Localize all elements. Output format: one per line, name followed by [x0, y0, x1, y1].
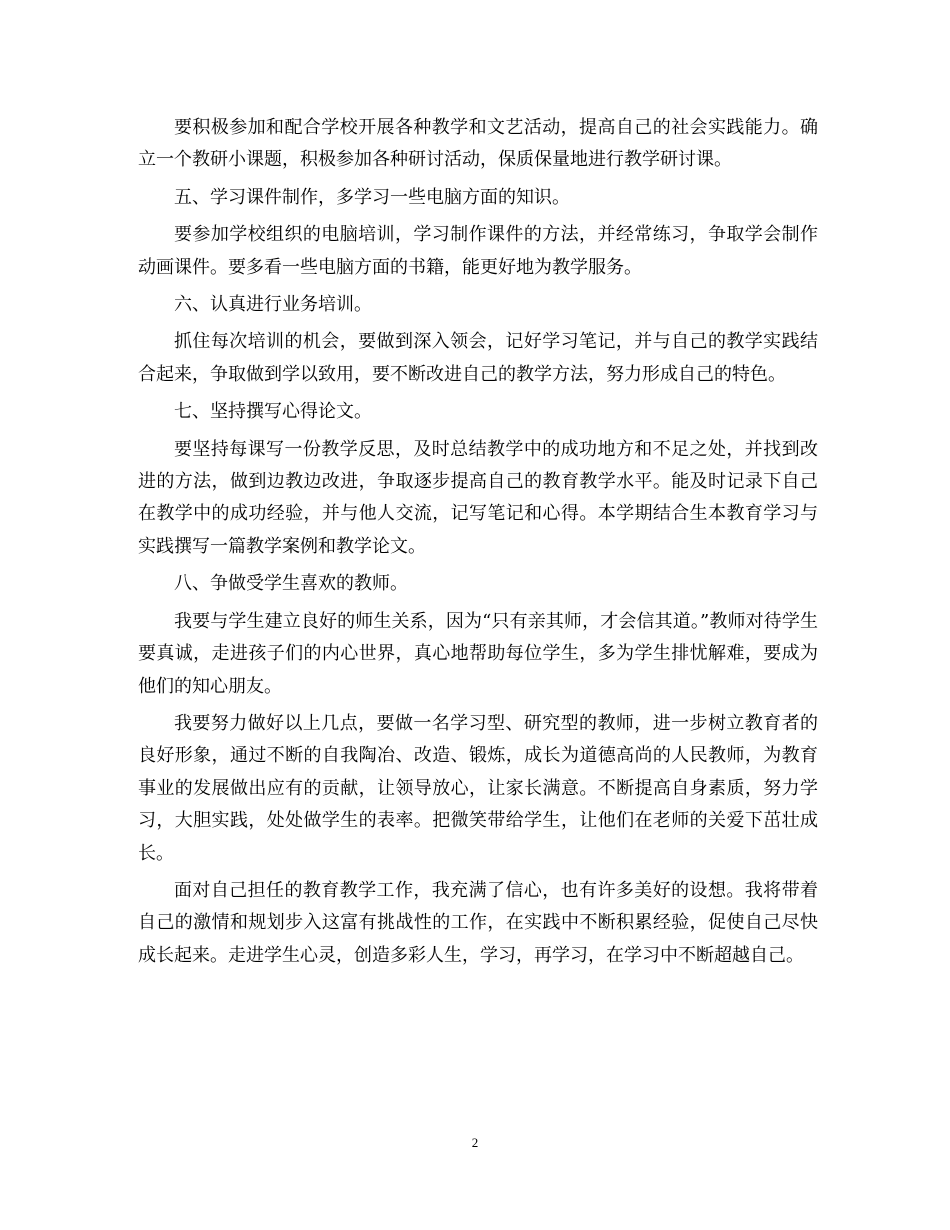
paragraph-summary: 我要努力做好以上几点，要做一名学习型、研究型的教师，进一步树立教育者的良好形象，通过不断的自我陶冶、改造、锻炼，成长为道德高尚的人民教师，为教育事业的发展做出应有的贡献，让领导放心，让家长满意。不断提高自身素质，努力学习，大胆实践，处处做学生的表率。把微笑带给学生，让他们在老师的关爱下茁壮成长。 [138, 712, 818, 864]
heading-favorite-teacher: 八、争做受学生喜欢的教师。 [174, 573, 408, 595]
heading-writing: 七、坚持撰写心得论文。 [174, 401, 372, 423]
paragraph-conclusion: 面对自己担任的教育教学工作，我充满了信心，也有许多美好的设想。我将带着自己的激情和规划步入这富有挑战性的工作，在实践中不断积累经验，促使自己尽快成长起来。走进学生心灵，创造多彩人生，学习，再学习，在学习中不断超越自己。 [138, 879, 818, 966]
page-number: 2 [471, 1135, 479, 1150]
paragraph-training: 抓住每次培训的机会，要做到深入领会，记好学习笔记，并与自己的教学实践结合起来，争取做到学以致用，要不断改进自己的教学方法，努力形成自己的特色。 [138, 331, 818, 385]
paragraph-reflection: 要坚持每课写一份教学反思，及时总结教学中的成功地方和不足之处，并找到改进的方法，做到边教边改进，争取逐步提高自己的教育教学水平。能及时记录下自己在教学中的成功经验，并与他人交流，记写笔记和心得。本学期结合生本教育学习与实践撰写一篇教学案例和教学论文。 [138, 438, 818, 557]
heading-training: 六、认真进行业务培训。 [174, 294, 372, 316]
heading-courseware: 五、学习课件制作，多学习一些电脑方面的知识。 [174, 186, 570, 208]
paragraph-computer-training: 要参加学校组织的电脑培训，学习制作课件的方法，并经常练习，争取学会制作动画课件。要多看一些电脑方面的书籍，能更好地为教学服务。 [138, 224, 818, 278]
paragraph-relationship: 我要与学生建立良好的师生关系，因为“只有亲其师，才会信其道。”教师对待学生要真诚，走进孩子们的内心世界，真心地帮助每位学生，多为学生排忧解难，要成为他们的知心朋友。 [138, 610, 818, 697]
document-body [138, 112, 818, 977]
paragraph-activities: 要积极参加和配合学校开展各种教学和文艺活动，提高自己的社会实践能力。确立一个教研小课题，积极参加各种研讨活动，保质保量地进行教学研讨课。 [138, 117, 818, 171]
